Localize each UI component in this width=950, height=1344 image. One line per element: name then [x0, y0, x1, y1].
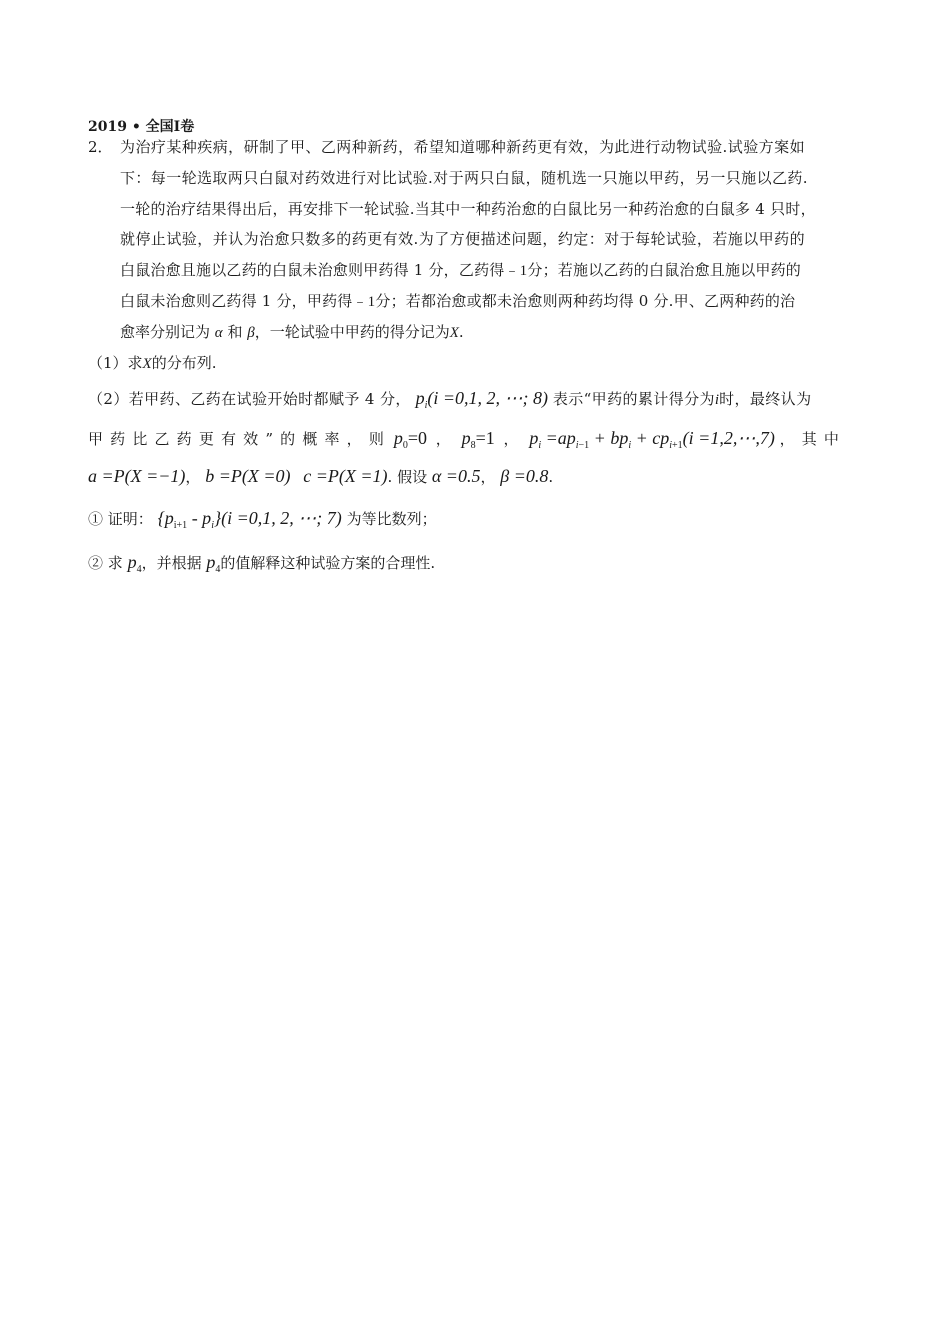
beta-value: β =0.8 [500, 466, 549, 486]
p4-formula: $p_4$ [206, 552, 221, 575]
beta-symbol: β [247, 325, 255, 341]
problem-line-6: 白鼠未治愈则乙药得 1 分，甲药得﹣1分；若都治愈或都未治愈则两种药均得 0 分.甲、乙两种药的治 [120, 292, 796, 310]
part-2-line-3: a =P(X =−1)， b =P(X =0) c =P(X =1). 假设 α =0.5， β =0.8. [88, 466, 554, 486]
problem-text: 为治疗某种疾病，研制了甲、乙两种新药，希望知道哪种新药更有效，为此进行动物试验.试验方案如 [120, 138, 806, 156]
part-2-line-2: 甲 药 比 乙 药 更 有 效 ” 的 概 率 ， 则 $p_0=0$ ， $p_8=1$ ， $p_i =ap_{i-1} + bp_i + cp_{i+1}(i$ =1,2,⋯,7) ， 其 中 [88, 428, 841, 451]
x-variable: X [449, 325, 459, 341]
problem-line-4: 就停止试验，并认为治愈只数多的药更有效.为了方便描述问题，约定：对于每轮试验，若施以甲药的 [120, 230, 806, 248]
p0-formula: $p_0$ [393, 428, 408, 451]
p-i-formula: $p_i$ [415, 388, 428, 411]
p8-formula: $p_8$ [461, 428, 476, 451]
difference-sequence: $\{p_{i+1} - p_i\}(i =0,1$, 2, ⋯; 7) [157, 508, 342, 531]
p4-formula: $p_4$ [127, 552, 142, 575]
question-2: ② 求 $p_4$，并根据 $p_4$的值解释这种试验方案的合理性. [88, 552, 436, 575]
part-2-line-1: （2）若甲药、乙药在试验开始时都赋予 4 分， $p_i(i =0,1$, 2, ⋯; 8) 表示“甲药的累计得分为i时，最终认为 [88, 388, 812, 411]
source-label: 2019 • 全国Ⅰ卷 [88, 119, 195, 135]
b-formula: b =P(X =0) [205, 466, 291, 486]
alpha-symbol: α [214, 325, 223, 341]
problem-line-2: 下：每一轮选取两只白鼠对药效进行对比试验.对于两只白鼠，随机选一只施以甲药，另一只施以乙药. [120, 169, 808, 187]
problem-line-3: 一轮的治疗结果得出后，再安排下一轮试验.当其中一种药治愈的白鼠比另一种药治愈的白鼠多 4 只时， [120, 200, 816, 218]
minus-one: ﹣1 [504, 263, 528, 279]
problem-number: 2． [88, 138, 113, 156]
question-1: ① 证明： $\{p_{i+1} - p_i\}(i =0,1$, 2, ⋯; 7) 为等比数列； [88, 508, 437, 531]
recurrence-formula: $p_i =ap_{i-1} + bp_i + cp_{i+1}$ [529, 428, 683, 451]
minus-one: ﹣1 [352, 294, 376, 310]
a-formula: a =P(X =−1) [88, 466, 186, 486]
alpha-value: α =0.5 [431, 466, 481, 486]
problem-line-1 [88, 137, 864, 157]
problem-line-5: 白鼠治愈且施以乙药的白鼠未治愈则甲药得 1 分，乙药得﹣1分；若施以乙药的白鼠治愈且施以甲药的 [120, 261, 801, 279]
part-1: （1）求X的分布列. [88, 354, 217, 372]
problem-line-7: 愈率分别记为 α 和 β，一轮试验中甲药的得分记为X. [120, 323, 464, 341]
c-formula: c =P(X =1) [303, 466, 388, 486]
